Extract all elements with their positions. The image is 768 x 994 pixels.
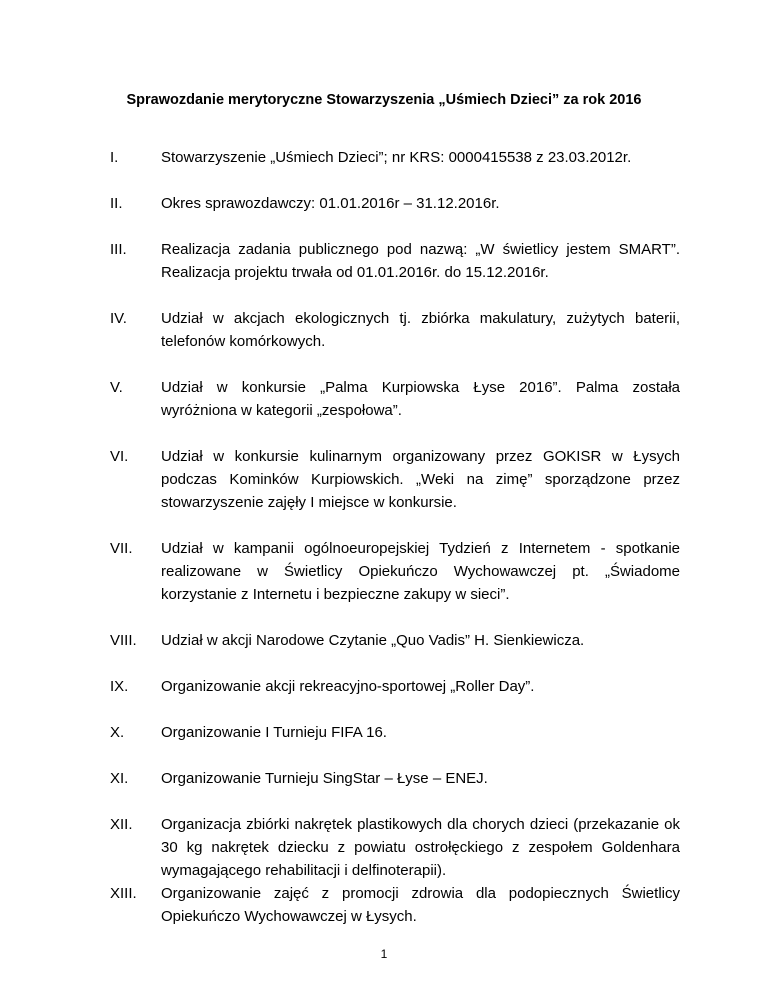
item-number: VII. [110,540,133,557]
list-item [110,721,680,744]
item-number: XII. [110,816,133,833]
list-item [110,146,680,169]
list-item [110,537,680,606]
item-text: Udział w konkursie kulinarnym organizowany przez GOKISR w Łysych podczas Kominków Kurpiowskich. „Weki na zimę” sporządzone przez stowarzyszenie zajęły I miejsce w konkursie. [161,448,680,511]
item-text: Organizacja zbiórki nakrętek plastikowych dla chorych dzieci (przekazanie ok 30 kg nakrętek dziecku z powiatu ostrołęckiego z zespołem Goldenhara wymagającego rehabilitacji i delfinoterapii). [161,816,680,879]
item-text: Udział w kampanii ogólnoeuropejskiej Tydzień z Internetem - spotkanie realizowane w Świetlicy Opiekuńczo Wychowawczej pt. „Świadome korzystanie z Internetu i bezpieczne zakupy w sieci”. [161,540,680,603]
item-number: III. [110,241,127,258]
list-item [110,445,680,514]
list-item [110,629,680,652]
item-number: V. [110,379,123,396]
item-text: Organizowanie I Turnieju FIFA 16. [161,724,387,741]
item-number: I. [110,149,119,166]
page-number: 1 [380,947,388,961]
item-text: Organizowanie Turnieju SingStar – Łyse – ENEJ. [161,770,488,787]
item-number: IX. [110,678,129,695]
list-item [110,238,680,284]
item-number: X. [110,724,125,741]
item-number: II. [110,195,123,212]
list-item [110,307,680,353]
list-item [110,882,680,928]
item-text: Stowarzyszenie „Uśmiech Dzieci”; nr KRS: 0000415538 z 23.03.2012r. [161,149,632,166]
list-item [110,767,680,790]
list-item [110,813,680,882]
item-number: VIII. [110,632,137,649]
item-number: XIII. [110,885,137,902]
list-item [110,192,680,215]
item-text: Organizowanie zajęć z promocji zdrowia dla podopiecznych Świetlicy Opiekuńczo Wychowawczej w Łysych. [161,885,680,925]
item-text: Udział w akcjach ekologicznych tj. zbiórka makulatury, zużytych baterii, telefonów komórkowych. [161,310,680,350]
list-item [110,376,680,422]
document-title: Sprawozdanie merytoryczne Stowarzyszenia „Uśmiech Dzieci” za rok 2016 [126,92,642,108]
item-number: VI. [110,448,129,465]
item-text: Realizacja zadania publicznego pod nazwą: „W świetlicy jestem SMART”. Realizacja projektu trwała od 01.01.2016r. do 15.12.2016r. [161,241,680,281]
item-text: Organizowanie akcji rekreacyjno-sportowej „Roller Day”. [161,678,535,695]
item-number: XI. [110,770,129,787]
item-text: Okres sprawozdawczy: 01.01.2016r – 31.12.2016r. [161,195,500,212]
item-text: Udział w akcji Narodowe Czytanie „Quo Vadis” H. Sienkiewicza. [161,632,585,649]
item-number: IV. [110,310,127,327]
item-text: Udział w konkursie „Palma Kurpiowska Łyse 2016”. Palma została wyróżniona w kategorii „zespołowa”. [161,379,680,419]
list-item [110,675,680,698]
